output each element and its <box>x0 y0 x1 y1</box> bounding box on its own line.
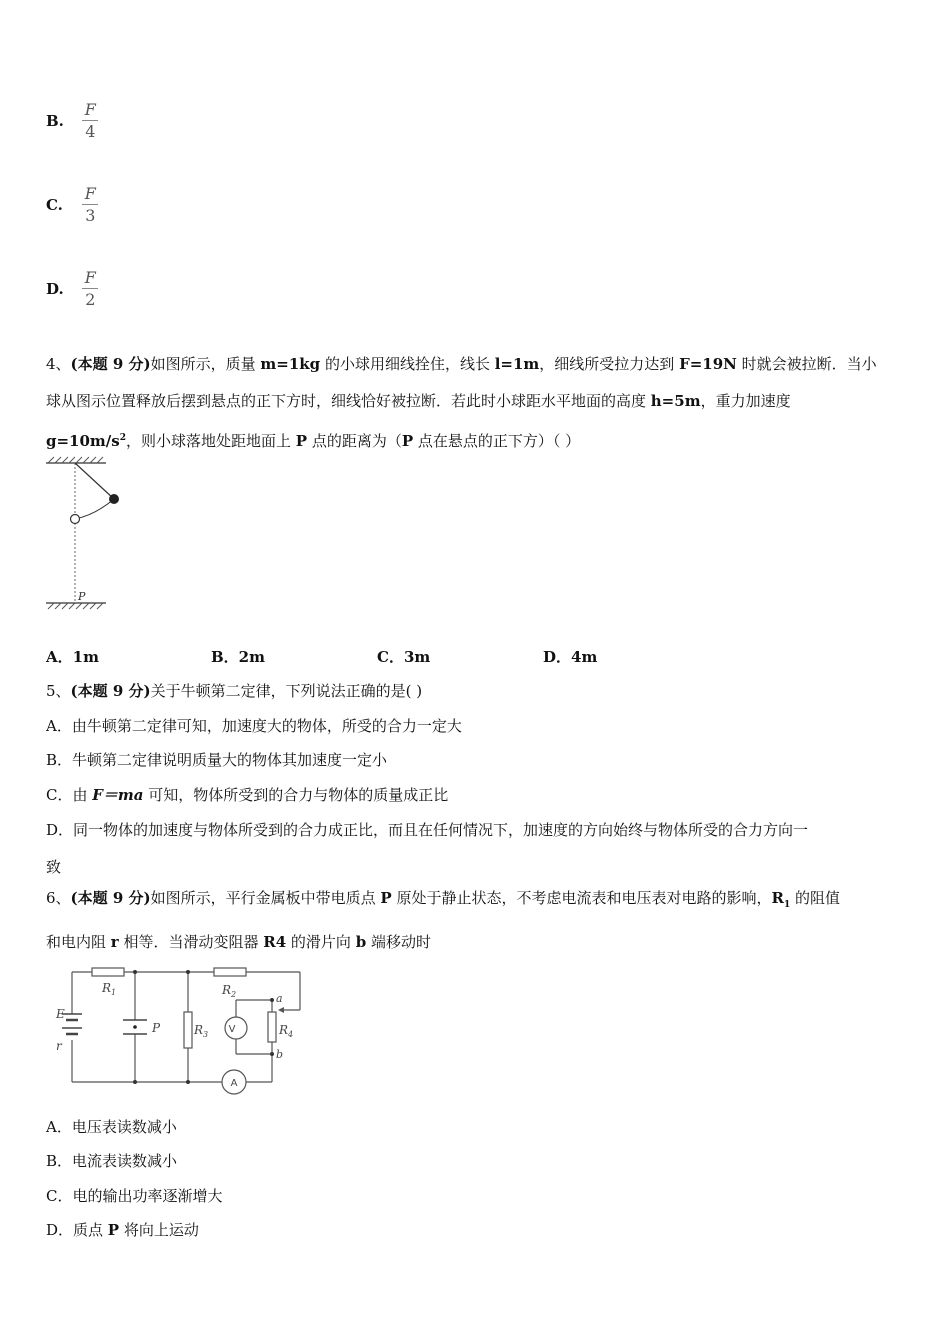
fraction <box>81 100 100 141</box>
label-a: a <box>276 992 283 1005</box>
q5-stem: 5、(本题 9 分)关于牛顿第二定律，下列说法正确的是( ) <box>46 682 423 700</box>
option-label: C. <box>46 195 63 214</box>
fraction-bar <box>82 120 98 121</box>
q3-option-b[interactable] <box>46 100 100 141</box>
label-r3: $R_3$ <box>194 1023 209 1039</box>
q6-option-a[interactable]: A．电压表读数减小 <box>46 1118 177 1136</box>
resistor-r4 <box>268 1012 276 1042</box>
q6-option-b[interactable]: B．电流表读数减小 <box>46 1152 178 1171</box>
q4-option-b[interactable]: B．2m <box>211 648 265 666</box>
label-b: b <box>276 1048 284 1061</box>
q5-option-b[interactable]: B．牛顿第二定律说明质量大的物体其加速度一定小 <box>46 751 388 769</box>
q6-option-c[interactable]: C．电的输出功率逐渐增大 <box>46 1186 223 1205</box>
q5-option-a[interactable]: A．由牛顿第二定律可知，加速度大的物体，所受的合力一定大 <box>46 716 462 735</box>
q4-option-a[interactable]: A．1m <box>46 648 99 666</box>
denominator: 4 <box>85 122 96 141</box>
label-p: P <box>152 1021 161 1035</box>
fraction-bar <box>82 204 98 205</box>
q3-option-c[interactable] <box>46 184 100 225</box>
q4-option-c[interactable]: C．3m <box>377 648 431 666</box>
q6-stem-line-2: 和电内阻 r 相等．当滑动变阻器 R4 的滑片向 b 端移动时 <box>46 933 431 951</box>
q6-stem-line-1: 6、(本题 9 分)如图所示，平行金属板中带电质点 P 原处于静止状态，不考虑电流表和电压表对电路的影响，$R_1$ 的阻值 <box>46 889 840 910</box>
label-r: r <box>56 1039 62 1053</box>
resistor-r1 <box>92 968 124 976</box>
circuit-diagram <box>50 962 310 1102</box>
q3-option-d[interactable] <box>46 268 100 309</box>
fraction-bar <box>82 288 98 289</box>
label-r2: $R_2$ <box>222 983 237 999</box>
point-p-label: P <box>78 590 86 603</box>
q4-options <box>0 646 950 670</box>
q5-option-c[interactable]: C．由 F＝ma 可知，物体所受到的合力与物体的质量成正比 <box>46 785 449 804</box>
fraction <box>81 184 100 225</box>
q5-option-d[interactable]: D．同一物体的加速度与物体所受到的合力成正比，而且在任何情况下，加速度的方向始终与物体所受的合力方向一 致 <box>46 821 809 876</box>
ammeter-label: A <box>230 1078 238 1089</box>
pendulum-figure <box>40 455 120 615</box>
resistor-r3 <box>184 1012 192 1048</box>
denominator: 3 <box>85 206 96 225</box>
question-5 <box>46 674 916 886</box>
ground <box>46 603 106 609</box>
option-label: B. <box>46 111 64 130</box>
swing-arc <box>75 499 114 519</box>
q6-option-d[interactable]: D．质点 P 将向上运动 <box>46 1220 199 1239</box>
ball <box>109 494 119 504</box>
resistor-r2 <box>214 968 246 976</box>
question-6 <box>46 880 916 961</box>
string <box>75 463 114 499</box>
battery <box>62 1014 82 1034</box>
ceiling <box>46 457 106 463</box>
denominator: 2 <box>85 290 96 309</box>
voltmeter-label: V <box>228 1024 236 1035</box>
slider-arrow <box>278 1007 284 1013</box>
q4-stem-line-3: $g=10m/s^2$，则小球落地处距地面上 P 点的距离为（P 点在悬点的正下方）（ ） <box>46 432 581 450</box>
label-r4: $R_4$ <box>279 1023 294 1039</box>
q4-stem-line-1: 4、(本题 9 分)如图所示，质量 m=1kg 的小球用细线拴住，线长 l=1m，细线所受拉力达到 F=19N 时就会被拉断．当小 <box>46 355 877 373</box>
lowest-point-circle <box>71 515 80 524</box>
q6-options <box>46 1110 222 1247</box>
particle-p <box>133 1025 137 1029</box>
q4-option-d[interactable]: D．4m <box>543 648 598 666</box>
label-e: E <box>56 1007 65 1021</box>
q4-stem-line-2: 球从图示位置释放后摆到悬点的正下方时，细线恰好被拉断．若此时小球距水平地面的高度 h=5m，重力加速度 <box>46 392 791 410</box>
question-4 <box>46 346 916 460</box>
numerator: F <box>84 268 96 287</box>
label-r1: $R_1$ <box>102 981 117 997</box>
fraction <box>81 268 100 309</box>
numerator: F <box>84 100 96 119</box>
numerator: F <box>84 184 96 203</box>
option-label: D. <box>46 279 64 298</box>
